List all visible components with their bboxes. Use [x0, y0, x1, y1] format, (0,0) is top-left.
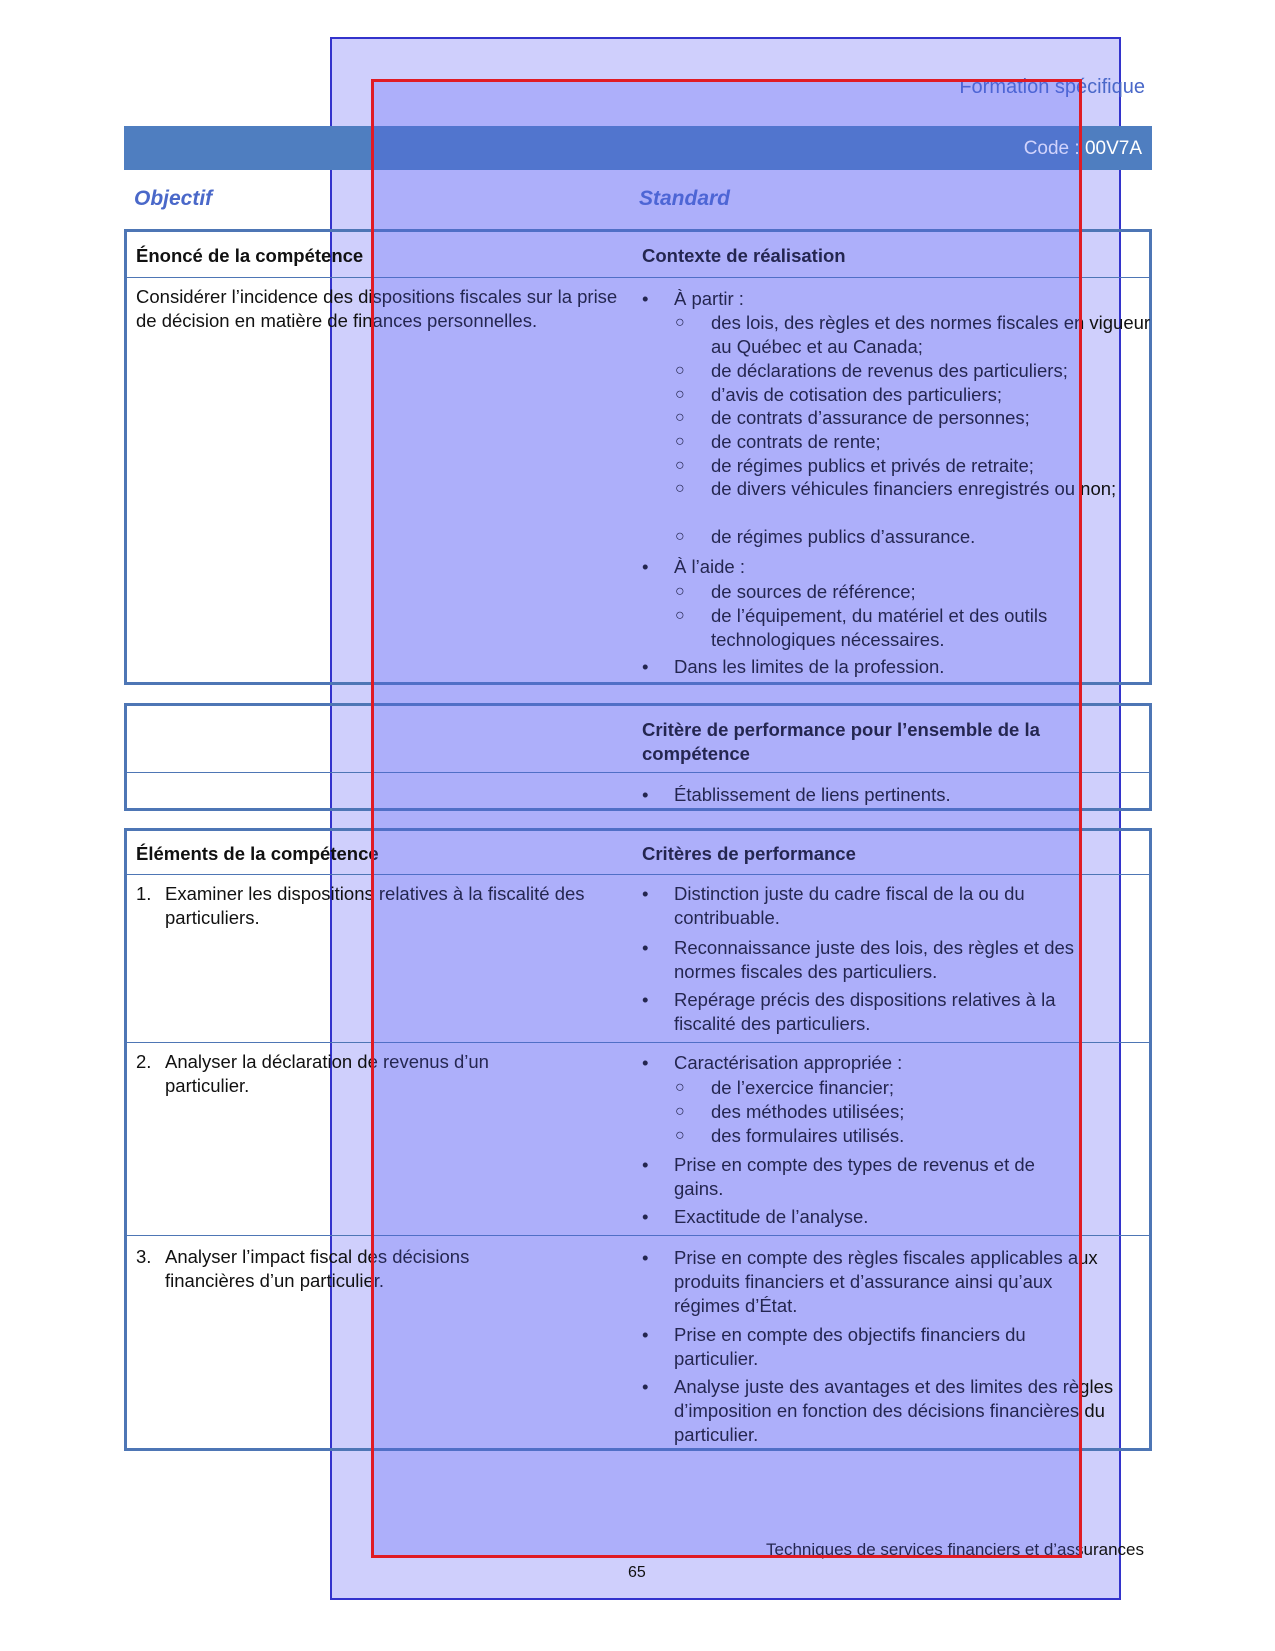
criteria-label: Critères de performance	[642, 843, 856, 864]
context-subitem: ○ de divers véhicules financiers enregistrés ou non;	[675, 478, 1117, 499]
context-subitem: ○ de déclarations de revenus des particuliers;	[675, 360, 1068, 381]
element-item: 3. Analyser l’impact fiscal des décisions financières d’un particulier.	[136, 1246, 470, 1291]
bullet-icon: •	[642, 989, 649, 1010]
context-subitem: ○ de l’équipement, du matériel et des outils technologiques nécessaires.	[675, 605, 1048, 650]
circle-bullet-icon: ○	[675, 409, 685, 426]
criteria-item: • Analyse juste des avantages et des limites des règles d’imposition en fonction des décisions financières du particulier.	[642, 1376, 1114, 1445]
criteria-item: • Repérage précis des dispositions relatives à la fiscalité des particuliers.	[642, 989, 1056, 1034]
annotation-inner-box	[371, 79, 1082, 1558]
criteria-item: • Exactitude de l’analyse.	[642, 1206, 869, 1227]
bullet-icon: •	[642, 1206, 649, 1227]
competence-statement: Considérer l’incidence des dispositions fiscales sur la prise de décision en matière de finances personnelles.	[136, 286, 618, 331]
criteria-item: • Caractérisation appropriée :	[642, 1052, 903, 1073]
element-item: 1. Examiner les dispositions relatives à la fiscalité des particuliers.	[136, 883, 585, 928]
bullet-icon: •	[642, 556, 649, 577]
criteria-item: • Prise en compte des types de revenus et de gains.	[642, 1154, 1035, 1199]
context-subitem: ○ des lois, des règles et des normes fiscales en vigueur au Québec et au Canada;	[675, 312, 1151, 357]
elements-label: Éléments de la compétence	[136, 843, 379, 864]
bullet-icon: •	[642, 288, 649, 309]
circle-bullet-icon: ○	[675, 583, 685, 600]
criteria-item: • Reconnaissance juste des lois, des règles et des normes fiscales des particuliers.	[642, 937, 1075, 982]
criteria-subitem: ○ des méthodes utilisées;	[675, 1101, 905, 1122]
page-header-title: Formation spécifique	[959, 76, 1145, 98]
statement-label: Énoncé de la compétence	[136, 245, 364, 266]
bullet-icon: •	[642, 1247, 649, 1268]
objectif-heading: Objectif	[134, 187, 213, 210]
circle-bullet-icon: ○	[675, 480, 685, 497]
circle-bullet-icon: ○	[675, 457, 685, 474]
circle-bullet-icon: ○	[675, 314, 685, 331]
bullet-icon: •	[642, 1052, 649, 1073]
criteria-item: • Prise en compte des objectifs financiers du particulier.	[642, 1324, 1026, 1369]
circle-bullet-icon: ○	[675, 607, 685, 624]
criteria-subitem: ○ de l’exercice financier;	[675, 1077, 895, 1098]
context-item: • Dans les limites de la profession.	[642, 656, 945, 677]
criteria-item: • Prise en compte des règles fiscales applicables aux produits financiers et d’assurance ainsi qu’aux régimes d’État.	[642, 1247, 1098, 1316]
bullet-icon: •	[642, 937, 649, 958]
context-label: Contexte de réalisation	[642, 245, 846, 266]
standard-heading: Standard	[639, 187, 731, 210]
overall-criteria-item: • Établissement de liens pertinents.	[642, 784, 951, 805]
bullet-icon: •	[642, 883, 649, 904]
context-subitem: ○ de sources de référence;	[675, 581, 916, 602]
circle-bullet-icon: ○	[675, 386, 685, 403]
context-subitem: ○ d’avis de cotisation des particuliers;	[675, 384, 1003, 405]
context-item: • À partir :	[642, 288, 744, 309]
overall-criteria-label: Critère de performance pour l’ensemble de la compétence	[642, 719, 1040, 764]
circle-bullet-icon: ○	[675, 433, 685, 450]
circle-bullet-icon: ○	[675, 528, 685, 545]
context-subitem: ○ de régimes publics et privés de retraite;	[675, 455, 1034, 476]
course-code: Code : 00V7A	[1023, 138, 1142, 159]
element-item: 2. Analyser la déclaration de revenus d’un particulier.	[136, 1051, 489, 1096]
criteria-item: • Distinction juste du cadre fiscal de la ou du contribuable.	[642, 883, 1025, 928]
page-number: 65	[628, 1564, 646, 1581]
bullet-icon: •	[642, 1154, 649, 1175]
context-subitem: ○ de contrats d’assurance de personnes;	[675, 407, 1030, 428]
bullet-icon: •	[642, 784, 649, 805]
circle-bullet-icon: ○	[675, 1127, 685, 1144]
bullet-icon: •	[642, 1376, 649, 1397]
context-subitem: ○ de contrats de rente;	[675, 431, 881, 452]
criteria-subitem: ○ des formulaires utilisés.	[675, 1125, 905, 1146]
circle-bullet-icon: ○	[675, 1103, 685, 1120]
context-item: • À l’aide :	[642, 556, 745, 577]
bullet-icon: •	[642, 1324, 649, 1345]
context-subitem: ○ de régimes publics d’assurance.	[675, 526, 976, 547]
footer-title: Techniques de services financiers et d’assurances	[766, 1540, 1144, 1559]
bullet-icon: •	[642, 656, 649, 677]
circle-bullet-icon: ○	[675, 1079, 685, 1096]
circle-bullet-icon: ○	[675, 362, 685, 379]
